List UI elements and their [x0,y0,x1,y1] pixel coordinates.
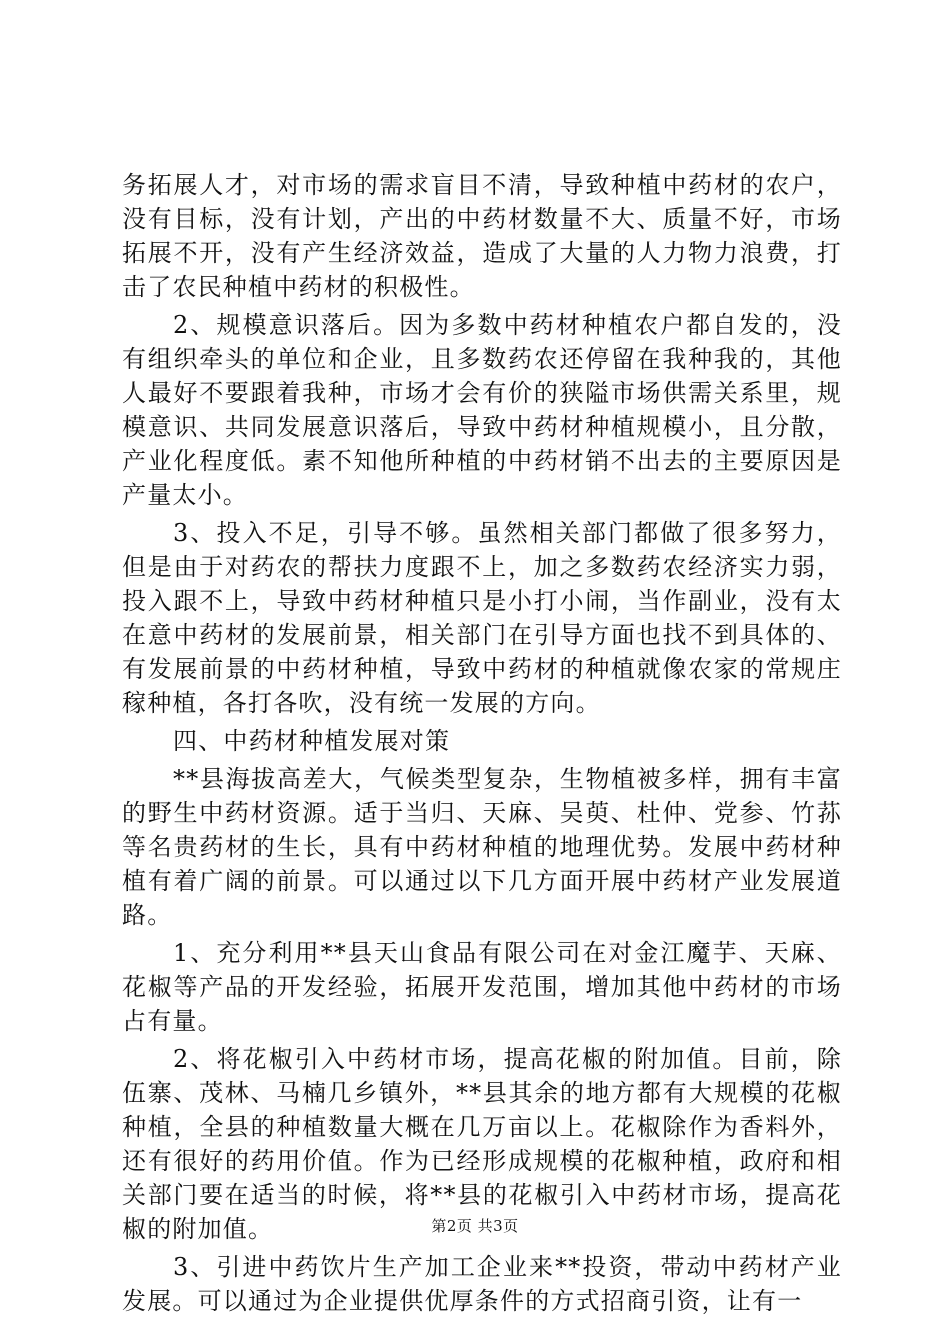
paragraph-insufficient-investment: 3、投入不足，引导不够。虽然相关部门都做了很多努力，但是由于对药农的帮扶力度跟不上，加之多数药农经济实力弱，投入跟不上，导致中药材种植只是小打小闹，当作副业，没有太在意中药材的发展前景，相关部门在引导方面也找不到具体的、有发展前景的中药材种植，导致中药材的种植就像农家的常规庄稼种植，各打各吹，没有统一发展的方向。 [122,519,842,717]
paragraph-county-overview: **县海拔高差大，气候类型复杂，生物植被多样，拥有丰富的野生中药材资源。适于当归、天麻、吴萸、杜仲、党参、竹荪等名贵药材的生长，具有中药材种植的地理优势。发展中药材种植有着广阔的前景。可以通过以下几方面开展中药材产业发展道路。 [122,765,842,929]
paragraph-continuation: 务拓展人才，对市场的需求盲目不清，导致种植中药材的农户，没有目标，没有计划，产出的中药材数量不大、质量不好，市场拓展不开，没有产生经济效益，造成了大量的人力物力浪费，打击了农民种植中药材的积极性。 [122,171,842,301]
document-body [122,168,842,1322]
page-footer: 第2页 共3页 [431,1217,519,1235]
paragraph-scale-awareness: 2、规模意识落后。因为多数中药材种植农户都自发的，没有组织牵头的单位和企业，且多数药农还停留在我种我的，其他人最好不要跟着我种，市场才会有价的狭隘市场供需关系里，规模意识、共同发展意识落后，导致中药材种植规模小，且分散，产业化程度低。素不知他所种植的中药材销不出去的主要原因是产量太小。 [122,311,842,509]
paragraph-strategy-2: 2、将花椒引入中药材市场，提高花椒的附加值。目前，除伍寨、茂林、马楠几乡镇外，**县其余的地方都有大规模的花椒种植，全县的种植数量大概在几万亩以上。花椒除作为香料外，还有很好的药用价值。作为已经形成规模的花椒种植，政府和相关部门要在适当的时候，将**县的花椒引入中药材市场，提高花椒的附加值。 [122,1045,842,1243]
paragraph-strategy-3: 3、引进中药饮片生产加工企业来**投资，带动中药材产业发展。可以通过为企业提供优厚条件的方式招商引资，让有一 [122,1253,842,1315]
section-heading-development-strategy: 四、中药材种植发展对策 [173,727,451,755]
paragraph-strategy-1: 1、充分利用**县天山食品有限公司在对金江魔芋、天麻、花椒等产品的开发经验，拓展开发范围，增加其他中药材的市场占有量。 [122,939,842,1035]
